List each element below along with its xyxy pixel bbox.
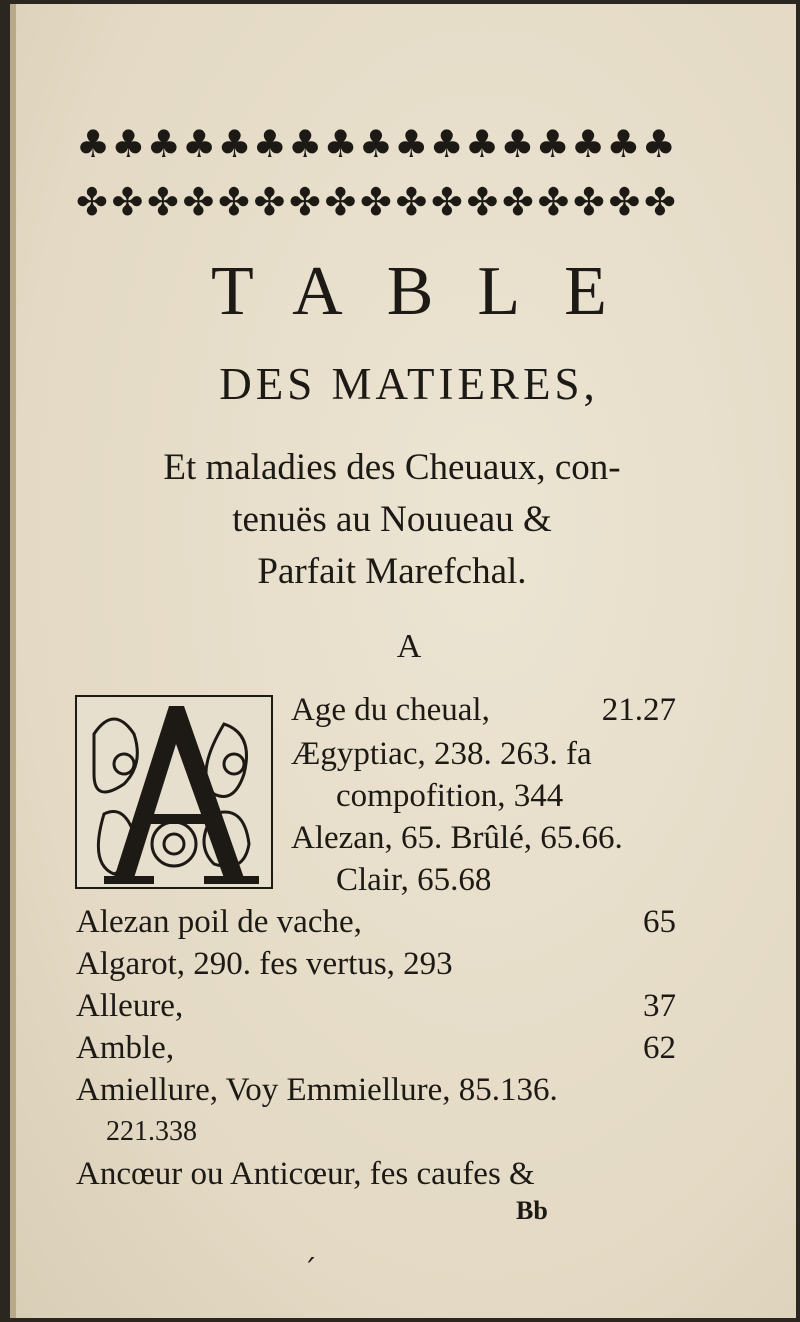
fleuron-icon: ✤ — [431, 180, 463, 224]
index-entry — [106, 1112, 676, 1152]
index-entry — [336, 776, 676, 816]
page-title: TABLE — [211, 253, 651, 330]
stray-mark: ˊ — [302, 1254, 317, 1289]
index-entry — [76, 986, 676, 1026]
fleuron-icon: ♣ — [182, 122, 217, 166]
fleuron-icon: ✤ — [182, 180, 215, 224]
fleuron-icon: ♣ — [571, 122, 606, 166]
fleuron-icon: ✤ — [466, 180, 499, 224]
fleuron-icon: ♣ — [641, 122, 676, 166]
index-entry — [76, 944, 676, 984]
entry-number: 62 — [643, 1030, 676, 1066]
fleuron-icon: ♣ — [111, 122, 146, 166]
entry-text: Ægyptiac, 238. 263. fa — [291, 736, 592, 772]
fleuron-icon: ♣ — [606, 122, 641, 166]
entry-text: Alezan poil de vache, — [76, 904, 362, 940]
fleuron-icon: ♣ — [394, 122, 429, 166]
fleuron-icon: ✤ — [573, 180, 605, 224]
entry-text: Age du cheual, — [291, 692, 490, 728]
fleuron-icon: ✤ — [360, 180, 392, 224]
fleuron-icon: ✤ — [324, 180, 357, 224]
fleuron-icon: ✤ — [111, 180, 144, 224]
fleuron-icon: ✤ — [147, 180, 179, 224]
book-page — [10, 4, 796, 1318]
description-line: Et maladies des Cheuaux, con- — [163, 447, 621, 488]
index-entry — [291, 734, 676, 774]
fleuron-icon: ✤ — [608, 180, 641, 224]
fleuron-icon: ✤ — [76, 180, 108, 224]
section-letter: A — [396, 628, 422, 665]
fleuron-icon: ♣ — [76, 122, 111, 166]
catchword: Bb — [516, 1196, 548, 1225]
fleuron-icon: ♣ — [288, 122, 323, 166]
entry-number: 21.27 — [601, 692, 676, 728]
description-line: tenuës au Nouueau & — [232, 499, 552, 540]
fleuron-icon: ♣ — [146, 122, 181, 166]
fleuron-icon: ✤ — [537, 180, 570, 224]
entry-text: Alleure, — [76, 988, 184, 1024]
entry-text: compofition, 344 — [336, 778, 564, 814]
fleuron-icon: ✤ — [253, 180, 286, 224]
index-entry — [76, 902, 676, 942]
fleuron-icon: ♣ — [217, 122, 252, 166]
entry-number: 65 — [643, 904, 676, 940]
index-entry — [291, 690, 676, 730]
fleuron-icon: ✤ — [502, 180, 534, 224]
entry-text: Ancœur ou Anticœur, fes caufes & — [76, 1156, 535, 1192]
index-entry — [336, 860, 676, 900]
page-subtitle: DES MATIERES, — [219, 359, 599, 409]
fleuron-icon: ♣ — [500, 122, 535, 166]
index-entry — [76, 1154, 676, 1194]
entry-text: Clair, 65.68 — [336, 862, 492, 898]
entry-text: Algarot, 290. fes vertus, 293 — [76, 946, 453, 982]
ornament-band-top — [76, 124, 676, 164]
fleuron-icon: ♣ — [429, 122, 464, 166]
fleuron-icon: ✤ — [218, 180, 250, 224]
fleuron-icon: ♣ — [358, 122, 393, 166]
entry-number: 37 — [643, 988, 676, 1024]
decorated-initial-a-icon — [74, 694, 274, 890]
index-entry — [291, 818, 676, 858]
fleuron-icon: ♣ — [464, 122, 500, 166]
fleuron-icon: ✤ — [289, 180, 321, 224]
description-line: Parfait Marefchal. — [257, 551, 527, 592]
fleuron-icon: ♣ — [252, 122, 287, 166]
entry-text: Alezan, 65. Brûlé, 65.66. — [291, 820, 623, 856]
entry-text: Amiellure, Voy Emmiellure, 85.136. — [76, 1072, 558, 1108]
entry-text: Amble, — [76, 1030, 175, 1066]
index-entry — [76, 1070, 676, 1110]
fleuron-icon: ♣ — [323, 122, 358, 166]
fleuron-icon: ✤ — [644, 180, 676, 224]
entry-text: 221.338 — [106, 1116, 197, 1147]
title-description — [72, 442, 712, 598]
ornament-band-bottom — [76, 182, 676, 222]
fleuron-icon: ♣ — [535, 122, 570, 166]
fleuron-icon: ✤ — [395, 180, 428, 224]
index-entry — [76, 1028, 676, 1068]
